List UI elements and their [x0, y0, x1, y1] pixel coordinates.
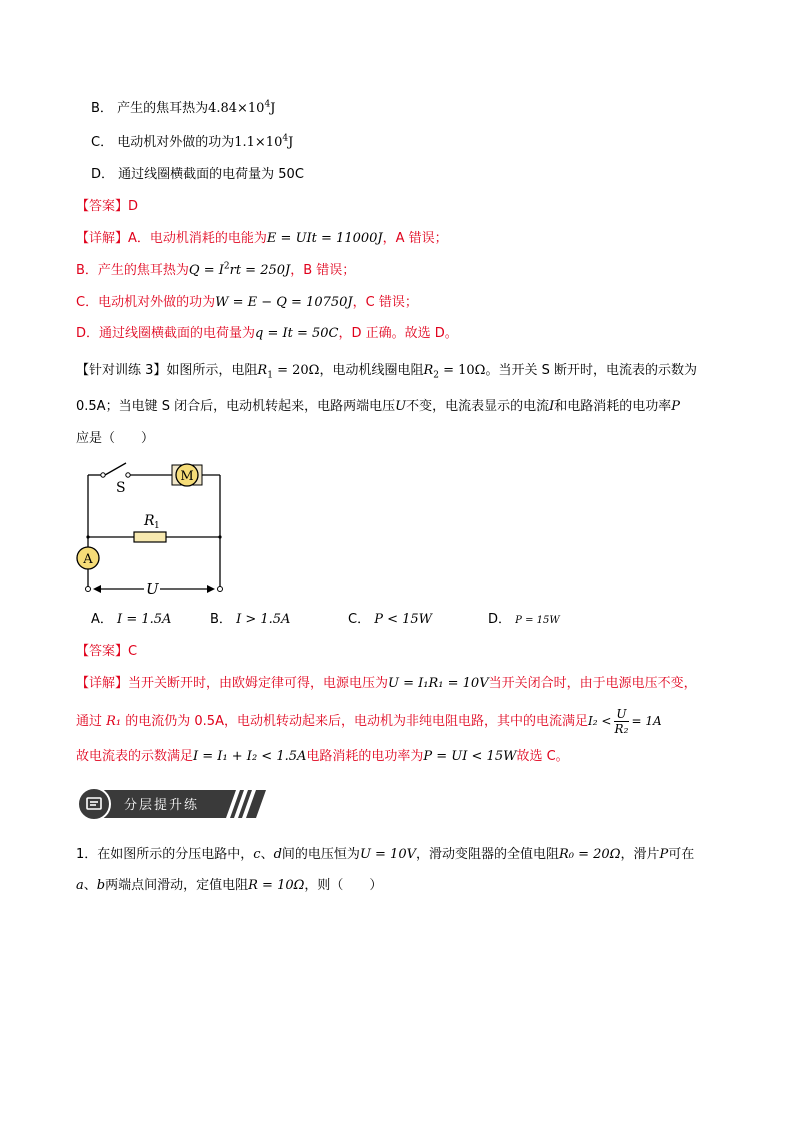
- formula: P: [659, 847, 669, 862]
- detail-text: 电路消耗的电功率为: [306, 749, 424, 764]
- formula: I: [549, 399, 555, 414]
- formula: q = It = 50C: [255, 326, 339, 341]
- formula: I₂ <: [587, 714, 612, 728]
- detail-text: 通过: [76, 714, 107, 729]
- detail-text: ，B 错误；: [290, 263, 356, 278]
- option-c-prev: [91, 134, 293, 152]
- option-3-c: [348, 611, 432, 629]
- formula: U = I₁R₁ = 10V: [388, 676, 489, 691]
- junction: [86, 535, 89, 538]
- question-number: 1．: [76, 847, 98, 862]
- formula: R₀ = 20Ω: [559, 847, 621, 862]
- detail-text: ，C 错误；: [352, 295, 418, 310]
- motor-label: M: [180, 469, 194, 484]
- detail-text: C．电动机对外做的功为: [76, 295, 216, 310]
- arrow-head-left-icon: [93, 585, 101, 593]
- option-exp: 4: [282, 133, 289, 144]
- formula: R: [257, 363, 268, 378]
- formula-sub: 1: [267, 370, 273, 381]
- formula: b: [96, 878, 106, 893]
- formula: a: [76, 878, 84, 893]
- detail-text: 故选 C。: [516, 749, 569, 764]
- exercise-text: 如图所示，电阻: [166, 363, 258, 378]
- answer-2: [76, 643, 137, 661]
- terminal: [86, 587, 91, 592]
- option-value: 1.1×10: [234, 135, 283, 150]
- exercise-3-line-3: [76, 430, 154, 448]
- option-3-b: [210, 611, 290, 629]
- option-label: D．: [91, 167, 115, 182]
- option-label: B．: [91, 101, 113, 116]
- option-3-a: [91, 611, 171, 629]
- exercise-3-line-2: [76, 398, 680, 416]
- detail-text: 故电流表的示数满足: [76, 749, 194, 764]
- option-text: 通过线圈横截面的电荷量为 50C: [118, 167, 304, 182]
- detail-1-b: [76, 262, 355, 280]
- formula: = 20Ω: [272, 363, 320, 378]
- exercise-label: 【针对训练 3】: [76, 363, 167, 378]
- exercise-3-line-1: [76, 362, 697, 380]
- answer-value: C: [128, 644, 138, 659]
- fraction-numerator: U: [616, 707, 627, 721]
- question-text: ，滑动变阻器的全值电阻: [415, 847, 559, 862]
- formula: R: [423, 363, 434, 378]
- switch-blade: [105, 463, 126, 475]
- formula: I = 1.5A: [117, 612, 172, 627]
- formula: R = 10Ω: [248, 878, 305, 893]
- formula: c: [253, 847, 261, 862]
- detail-label: 【详解】: [76, 676, 129, 691]
- detail-label: 【详解】: [76, 231, 129, 246]
- formula: E = UIt = 11000J: [266, 231, 383, 246]
- formula: W = E − Q = 10750J: [215, 295, 353, 310]
- resistor-label-sub: 1: [154, 521, 160, 531]
- option-d-prev: [91, 166, 304, 184]
- formula: = 1A: [631, 714, 662, 728]
- formula: d: [273, 847, 282, 862]
- switch-label: S: [116, 480, 126, 496]
- fraction: [614, 707, 628, 736]
- arrow-head-right-icon: [207, 585, 215, 593]
- voltage-label: U: [146, 580, 159, 598]
- answer-label: 【答案】: [76, 644, 129, 659]
- formula: Q = I: [188, 263, 224, 278]
- option-unit: J: [288, 135, 294, 150]
- answer-1: [76, 198, 138, 216]
- detail-2-line-1: [76, 675, 697, 693]
- formula: U = 10V: [359, 847, 416, 862]
- formula: P < 15W: [374, 612, 433, 627]
- formula: = 10Ω: [438, 363, 486, 378]
- formula-exp: 2: [223, 261, 230, 272]
- exercise-text: 不变，电流表显示的电流: [406, 399, 550, 414]
- exercise-text: 和电路消耗的电功率: [554, 399, 672, 414]
- resistor-label: R: [144, 513, 155, 529]
- exercise-text: 应是（ ）: [76, 431, 155, 446]
- detail-text: ，A 错误；: [382, 231, 448, 246]
- detail-text: 当开关断开时，由欧姆定律可得，电源电压为: [128, 676, 389, 691]
- question-text: 可在: [668, 847, 695, 862]
- question-text: 、: [83, 878, 97, 893]
- question-text: 两端点间滑动，定值电阻: [105, 878, 249, 893]
- section-banner: [76, 786, 276, 822]
- formula: P: [671, 399, 680, 414]
- ammeter-label: A: [83, 552, 93, 567]
- section-title: 分层提升练: [124, 798, 200, 813]
- fraction-denominator: R₂: [614, 722, 629, 736]
- option-label: C．: [348, 612, 371, 627]
- option-3-d: [488, 611, 560, 630]
- exercise-text: 0.5A；当电键 S 闭合后，电动机转起来，电路两端电压: [76, 399, 396, 414]
- formula: P = UI < 15W: [423, 749, 517, 764]
- detail-text: 当开关闭合时，由于电源电压不变，: [488, 676, 697, 691]
- question-1-line-2: [76, 877, 382, 895]
- detail-2-line-3: [76, 748, 569, 766]
- detail-text: D．通过线圈横截面的电荷量为: [76, 326, 256, 341]
- formula: I = I₁ + I₂ < 1.5A: [193, 749, 307, 764]
- option-label: C．: [91, 135, 114, 150]
- exercise-text: 。当开关 S 断开时，电流表的示数为: [485, 363, 697, 378]
- question-1-line-1: [76, 846, 694, 864]
- banner-badge: [78, 788, 110, 820]
- question-text: 、: [260, 847, 274, 862]
- terminal: [218, 587, 223, 592]
- detail-1-d: [76, 325, 458, 343]
- option-b-prev: [91, 100, 275, 118]
- option-label: D．: [488, 612, 512, 627]
- question-text: ，则（ ）: [304, 878, 383, 893]
- detail-text: A．电动机消耗的电能为: [128, 231, 267, 246]
- option-text: 产生的焦耳热为: [117, 101, 209, 116]
- question-text: ，滑片: [620, 847, 660, 862]
- formula: I > 1.5A: [236, 612, 291, 627]
- formula: rt = 250J: [229, 263, 291, 278]
- answer-label: 【答案】: [76, 199, 129, 214]
- formula: R₁: [106, 714, 122, 729]
- switch-contact: [101, 473, 105, 477]
- option-text: 电动机对外做的功为: [117, 135, 235, 150]
- option-unit: J: [270, 101, 276, 116]
- option-exp: 4: [264, 99, 271, 110]
- exercise-text: ，电动机线圈电阻: [319, 363, 424, 378]
- option-value: 4.84×10: [208, 101, 265, 116]
- question-text: 在如图所示的分压电路中，: [97, 847, 254, 862]
- circuit-diagram: [74, 455, 234, 605]
- detail-2-line-2: [76, 704, 662, 739]
- formula: U: [395, 399, 407, 414]
- detail-1-c: [76, 294, 418, 312]
- resistor-icon: [134, 532, 166, 542]
- option-label: B．: [210, 612, 232, 627]
- formula-sub: 2: [433, 370, 439, 381]
- answer-value: D: [128, 199, 139, 214]
- junction: [218, 535, 221, 538]
- question-text: 间的电压恒为: [281, 847, 360, 862]
- detail-text: 的电流仍为 0.5A，电动机转动起来后，电动机为非纯电阻电路，其中的电流满足: [121, 714, 588, 729]
- detail-text: ，D 正确。故选 D。: [338, 326, 458, 341]
- option-label: A．: [91, 612, 113, 627]
- formula: P = 15W: [515, 615, 560, 626]
- switch-contact: [126, 473, 130, 477]
- detail-1-a: [76, 230, 448, 248]
- detail-text: B．产生的焦耳热为: [76, 263, 189, 278]
